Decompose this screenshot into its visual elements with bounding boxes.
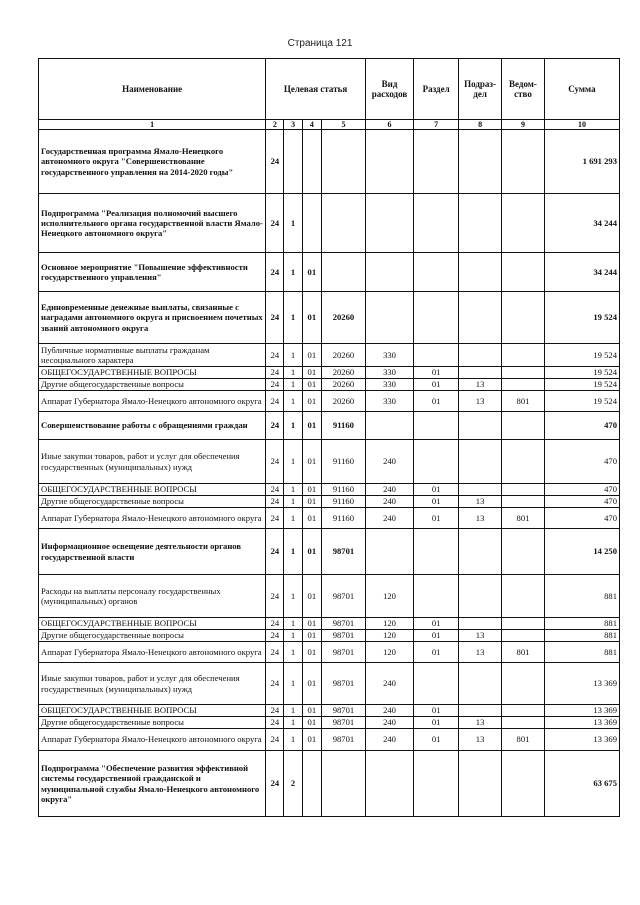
row-subsection: [459, 292, 502, 344]
row-event-code: 01: [302, 440, 321, 484]
row-sum: 13 369: [544, 729, 619, 751]
row-name: ОБЩЕГОСУДАРСТВЕННЫЕ ВОПРОСЫ: [39, 484, 266, 496]
row-expense-type: 240: [365, 717, 413, 729]
row-name: Аппарат Губернатора Ямало-Ненецкого автономного округа: [39, 391, 266, 412]
row-subsection: [459, 130, 502, 194]
row-subsection: 13: [459, 391, 502, 412]
row-department: [502, 412, 545, 440]
row-section: 01: [414, 717, 459, 729]
row-name: ОБЩЕГОСУДАРСТВЕННЫЕ ВОПРОСЫ: [39, 618, 266, 630]
row-department: [502, 194, 545, 253]
row-subsection: [459, 194, 502, 253]
table-row: [39, 729, 620, 751]
row-expense-type: 330: [365, 391, 413, 412]
column-number: 5: [321, 120, 365, 130]
table-row: [39, 412, 620, 440]
row-subsection: 13: [459, 630, 502, 642]
table-row: [39, 717, 620, 729]
row-section: 01: [414, 367, 459, 379]
table-row: [39, 484, 620, 496]
row-event-code: 01: [302, 391, 321, 412]
row-subsection: [459, 440, 502, 484]
row-event-code: 01: [302, 508, 321, 529]
row-expense-type: 240: [365, 496, 413, 508]
row-department: [502, 496, 545, 508]
row-section: [414, 130, 459, 194]
row-section: 01: [414, 484, 459, 496]
row-subsection: [459, 575, 502, 618]
row-direction-code: 98701: [321, 575, 365, 618]
row-section: [414, 292, 459, 344]
row-expense-type: [365, 292, 413, 344]
table-row: [39, 496, 620, 508]
row-sum: 470: [544, 484, 619, 496]
row-sum: 19 524: [544, 367, 619, 379]
row-direction-code: 98701: [321, 663, 365, 705]
row-department: [502, 440, 545, 484]
row-event-code: 01: [302, 642, 321, 663]
row-sum: 34 244: [544, 194, 619, 253]
row-expense-type: 240: [365, 663, 413, 705]
row-subprogram-code: 1: [284, 663, 302, 705]
row-event-code: 01: [302, 630, 321, 642]
row-department: [502, 379, 545, 391]
row-section: [414, 751, 459, 817]
row-expense-type: 330: [365, 344, 413, 367]
row-event-code: 01: [302, 729, 321, 751]
column-number: 6: [365, 120, 413, 130]
row-department: [502, 575, 545, 618]
column-number: 1: [39, 120, 266, 130]
row-program-code: 24: [266, 496, 284, 508]
row-sum: 881: [544, 642, 619, 663]
row-sum: 13 369: [544, 663, 619, 705]
row-direction-code: 98701: [321, 529, 365, 575]
row-sum: 881: [544, 575, 619, 618]
row-subsection: [459, 253, 502, 292]
row-program-code: 24: [266, 529, 284, 575]
row-direction-code: 20260: [321, 391, 365, 412]
row-name: Подпрограмма "Реализация полномочий высшего исполнительного органа государственной власти Ямало-Ненецкого автономного округа": [39, 194, 266, 253]
table-row: [39, 344, 620, 367]
row-name: Информационное освещение деятельности органов государственной власти: [39, 529, 266, 575]
row-sum: 34 244: [544, 253, 619, 292]
column-number: 4: [302, 120, 321, 130]
row-subprogram-code: 1: [284, 440, 302, 484]
row-event-code: 01: [302, 663, 321, 705]
row-sum: 470: [544, 508, 619, 529]
row-program-code: 24: [266, 575, 284, 618]
row-event-code: 01: [302, 529, 321, 575]
row-program-code: 24: [266, 253, 284, 292]
row-name: Аппарат Губернатора Ямало-Ненецкого автономного округа: [39, 508, 266, 529]
row-sum: 19 524: [544, 391, 619, 412]
column-number: 7: [414, 120, 459, 130]
row-subsection: [459, 705, 502, 717]
row-sum: 13 369: [544, 705, 619, 717]
row-subprogram-code: 1: [284, 508, 302, 529]
header-target-article: Целевая статья: [266, 59, 366, 120]
row-event-code: 01: [302, 367, 321, 379]
row-department: [502, 292, 545, 344]
row-department: [502, 663, 545, 705]
row-subsection: [459, 344, 502, 367]
budget-table: [38, 58, 620, 817]
row-program-code: 24: [266, 508, 284, 529]
table-row: [39, 751, 620, 817]
row-program-code: 24: [266, 440, 284, 484]
row-program-code: 24: [266, 379, 284, 391]
row-department: [502, 253, 545, 292]
row-section: 01: [414, 391, 459, 412]
row-expense-type: [365, 253, 413, 292]
row-subprogram-code: 2: [284, 751, 302, 817]
row-subprogram-code: 1: [284, 642, 302, 663]
row-direction-code: 91160: [321, 484, 365, 496]
row-subsection: [459, 618, 502, 630]
row-direction-code: 91160: [321, 496, 365, 508]
row-event-code: [302, 751, 321, 817]
row-expense-type: 330: [365, 367, 413, 379]
row-department: [502, 529, 545, 575]
page-number-label: Страница 121: [287, 38, 353, 49]
header-department: Ведом-ство: [502, 59, 545, 120]
row-section: [414, 412, 459, 440]
table-row: [39, 529, 620, 575]
row-direction-code: 91160: [321, 412, 365, 440]
row-expense-type: [365, 529, 413, 575]
row-event-code: 01: [302, 496, 321, 508]
row-section: [414, 575, 459, 618]
row-direction-code: [321, 194, 365, 253]
row-name: Основное мероприятие "Повышение эффективности государственного управления": [39, 253, 266, 292]
table-row: [39, 194, 620, 253]
row-program-code: 24: [266, 391, 284, 412]
row-subprogram-code: 1: [284, 529, 302, 575]
row-expense-type: 240: [365, 484, 413, 496]
row-section: [414, 529, 459, 575]
row-program-code: 24: [266, 344, 284, 367]
row-subprogram-code: 1: [284, 630, 302, 642]
table-row: [39, 253, 620, 292]
row-event-code: [302, 194, 321, 253]
row-department: [502, 344, 545, 367]
row-program-code: 24: [266, 642, 284, 663]
row-sum: 13 369: [544, 717, 619, 729]
table-row: [39, 575, 620, 618]
row-section: [414, 440, 459, 484]
column-number: 2: [266, 120, 284, 130]
row-subsection: [459, 484, 502, 496]
row-expense-type: 240: [365, 705, 413, 717]
table-header-row: [39, 59, 620, 120]
row-department: [502, 717, 545, 729]
row-direction-code: 98701: [321, 717, 365, 729]
row-direction-code: [321, 253, 365, 292]
header-subsection: Подраз-дел: [459, 59, 502, 120]
row-event-code: 01: [302, 253, 321, 292]
row-department: [502, 367, 545, 379]
row-sum: 14 250: [544, 529, 619, 575]
row-subprogram-code: 1: [284, 367, 302, 379]
row-direction-code: 98701: [321, 630, 365, 642]
row-event-code: 01: [302, 292, 321, 344]
row-direction-code: 20260: [321, 344, 365, 367]
row-section: 01: [414, 618, 459, 630]
row-event-code: 01: [302, 705, 321, 717]
row-subsection: [459, 663, 502, 705]
header-sum: Сумма: [544, 59, 619, 120]
row-subsection: 13: [459, 379, 502, 391]
row-section: [414, 194, 459, 253]
row-section: 01: [414, 379, 459, 391]
table-row: [39, 630, 620, 642]
table-row: [39, 508, 620, 529]
row-direction-code: 20260: [321, 379, 365, 391]
row-subprogram-code: 1: [284, 379, 302, 391]
column-number: 9: [502, 120, 545, 130]
row-direction-code: 91160: [321, 508, 365, 529]
row-section: [414, 253, 459, 292]
row-program-code: 24: [266, 618, 284, 630]
table-row: [39, 367, 620, 379]
row-section: 01: [414, 642, 459, 663]
row-sum: 1 691 293: [544, 130, 619, 194]
row-subprogram-code: 1: [284, 575, 302, 618]
column-number-row: [39, 120, 620, 130]
row-subprogram-code: 1: [284, 705, 302, 717]
row-direction-code: [321, 751, 365, 817]
row-subprogram-code: 1: [284, 717, 302, 729]
row-department: 801: [502, 508, 545, 529]
table-row: [39, 292, 620, 344]
row-direction-code: 91160: [321, 440, 365, 484]
row-subprogram-code: 1: [284, 391, 302, 412]
row-name: Публичные нормативные выплаты гражданам несоциального характера: [39, 344, 266, 367]
row-sum: 470: [544, 440, 619, 484]
row-name: Государственная программа Ямало-Ненецкого автономного округа "Совершенствование государственного управления на 2014-2020 годы": [39, 130, 266, 194]
row-sum: 470: [544, 412, 619, 440]
row-section: 01: [414, 630, 459, 642]
row-subprogram-code: 1: [284, 292, 302, 344]
row-department: [502, 751, 545, 817]
row-event-code: 01: [302, 344, 321, 367]
row-section: 01: [414, 729, 459, 751]
row-sum: 19 524: [544, 379, 619, 391]
row-subprogram-code: 1: [284, 618, 302, 630]
table-body: [39, 130, 620, 817]
row-name: Расходы на выплаты персоналу государственных (муниципальных) органов: [39, 575, 266, 618]
row-name: Другие общегосударственные вопросы: [39, 379, 266, 391]
row-sum: 470: [544, 496, 619, 508]
row-program-code: 24: [266, 194, 284, 253]
row-expense-type: 330: [365, 379, 413, 391]
row-program-code: 24: [266, 367, 284, 379]
column-number: 8: [459, 120, 502, 130]
row-sum: 63 675: [544, 751, 619, 817]
table-row: [39, 391, 620, 412]
row-subsection: 13: [459, 508, 502, 529]
header-section: Раздел: [414, 59, 459, 120]
row-subprogram-code: 1: [284, 253, 302, 292]
row-expense-type: 240: [365, 440, 413, 484]
row-program-code: 24: [266, 412, 284, 440]
row-name: Единовременные денежные выплаты, связанные с наградами автономного округа и присвоением почетных званий автономного округа: [39, 292, 266, 344]
row-subprogram-code: 1: [284, 484, 302, 496]
row-sum: 19 524: [544, 344, 619, 367]
table-row: [39, 440, 620, 484]
row-direction-code: [321, 130, 365, 194]
row-name: Другие общегосударственные вопросы: [39, 630, 266, 642]
row-subsection: [459, 529, 502, 575]
row-section: [414, 663, 459, 705]
row-program-code: 24: [266, 663, 284, 705]
row-section: 01: [414, 705, 459, 717]
row-subprogram-code: 1: [284, 344, 302, 367]
row-subsection: 13: [459, 496, 502, 508]
row-name: Другие общегосударственные вопросы: [39, 496, 266, 508]
table-row: [39, 379, 620, 391]
row-program-code: 24: [266, 717, 284, 729]
row-program-code: 24: [266, 484, 284, 496]
row-name: ОБЩЕГОСУДАРСТВЕННЫЕ ВОПРОСЫ: [39, 367, 266, 379]
row-department: 801: [502, 391, 545, 412]
row-expense-type: [365, 130, 413, 194]
row-expense-type: [365, 194, 413, 253]
row-expense-type: [365, 751, 413, 817]
row-direction-code: 98701: [321, 729, 365, 751]
column-number: 10: [544, 120, 619, 130]
row-department: [502, 705, 545, 717]
row-program-code: 24: [266, 292, 284, 344]
table-row: [39, 130, 620, 194]
row-subprogram-code: [284, 130, 302, 194]
row-subsection: 13: [459, 729, 502, 751]
row-subprogram-code: 1: [284, 412, 302, 440]
row-department: [502, 484, 545, 496]
row-section: 01: [414, 496, 459, 508]
row-name: ОБЩЕГОСУДАРСТВЕННЫЕ ВОПРОСЫ: [39, 705, 266, 717]
row-name: Аппарат Губернатора Ямало-Ненецкого автономного округа: [39, 642, 266, 663]
row-expense-type: 120: [365, 575, 413, 618]
table-row: [39, 663, 620, 705]
row-direction-code: 20260: [321, 367, 365, 379]
row-program-code: 24: [266, 729, 284, 751]
row-direction-code: 98701: [321, 642, 365, 663]
row-name: Иные закупки товаров, работ и услуг для обеспечения государственных (муниципальных) нужд: [39, 663, 266, 705]
row-section: [414, 344, 459, 367]
row-expense-type: [365, 412, 413, 440]
row-event-code: 01: [302, 575, 321, 618]
row-program-code: 24: [266, 130, 284, 194]
row-subprogram-code: 1: [284, 729, 302, 751]
row-event-code: [302, 130, 321, 194]
row-expense-type: 240: [365, 729, 413, 751]
row-subprogram-code: 1: [284, 194, 302, 253]
row-expense-type: 120: [365, 642, 413, 663]
row-expense-type: 240: [365, 508, 413, 529]
header-expense-type: Вид расходов: [365, 59, 413, 120]
row-subsection: [459, 751, 502, 817]
row-name: Подпрограмма "Обеспечение развития эффективной системы государственной гражданской и муниципальной службы Ямало-Ненецкого автономного округа": [39, 751, 266, 817]
row-sum: 19 524: [544, 292, 619, 344]
row-name: Иные закупки товаров, работ и услуг для обеспечения государственных (муниципальных) нужд: [39, 440, 266, 484]
row-name: Другие общегосударственные вопросы: [39, 717, 266, 729]
row-program-code: 24: [266, 705, 284, 717]
row-department: 801: [502, 642, 545, 663]
row-subsection: [459, 367, 502, 379]
row-department: [502, 130, 545, 194]
row-event-code: 01: [302, 717, 321, 729]
row-department: [502, 630, 545, 642]
row-program-code: 24: [266, 630, 284, 642]
row-name: Аппарат Губернатора Ямало-Ненецкого автономного округа: [39, 729, 266, 751]
row-direction-code: 20260: [321, 292, 365, 344]
table-row: [39, 618, 620, 630]
header-name: Наименование: [39, 59, 266, 120]
row-name: Совершенствование работы с обращениями граждан: [39, 412, 266, 440]
row-expense-type: 120: [365, 618, 413, 630]
row-direction-code: 98701: [321, 705, 365, 717]
row-subprogram-code: 1: [284, 496, 302, 508]
row-department: 801: [502, 729, 545, 751]
row-subsection: 13: [459, 642, 502, 663]
row-subsection: 13: [459, 717, 502, 729]
row-expense-type: 120: [365, 630, 413, 642]
row-event-code: 01: [302, 379, 321, 391]
row-event-code: 01: [302, 412, 321, 440]
row-event-code: 01: [302, 618, 321, 630]
row-event-code: 01: [302, 484, 321, 496]
row-subsection: [459, 412, 502, 440]
row-department: [502, 618, 545, 630]
row-sum: 881: [544, 618, 619, 630]
table-row: [39, 705, 620, 717]
table-row: [39, 642, 620, 663]
row-program-code: 24: [266, 751, 284, 817]
column-number: 3: [284, 120, 302, 130]
row-section: 01: [414, 508, 459, 529]
row-direction-code: 98701: [321, 618, 365, 630]
row-sum: 881: [544, 630, 619, 642]
